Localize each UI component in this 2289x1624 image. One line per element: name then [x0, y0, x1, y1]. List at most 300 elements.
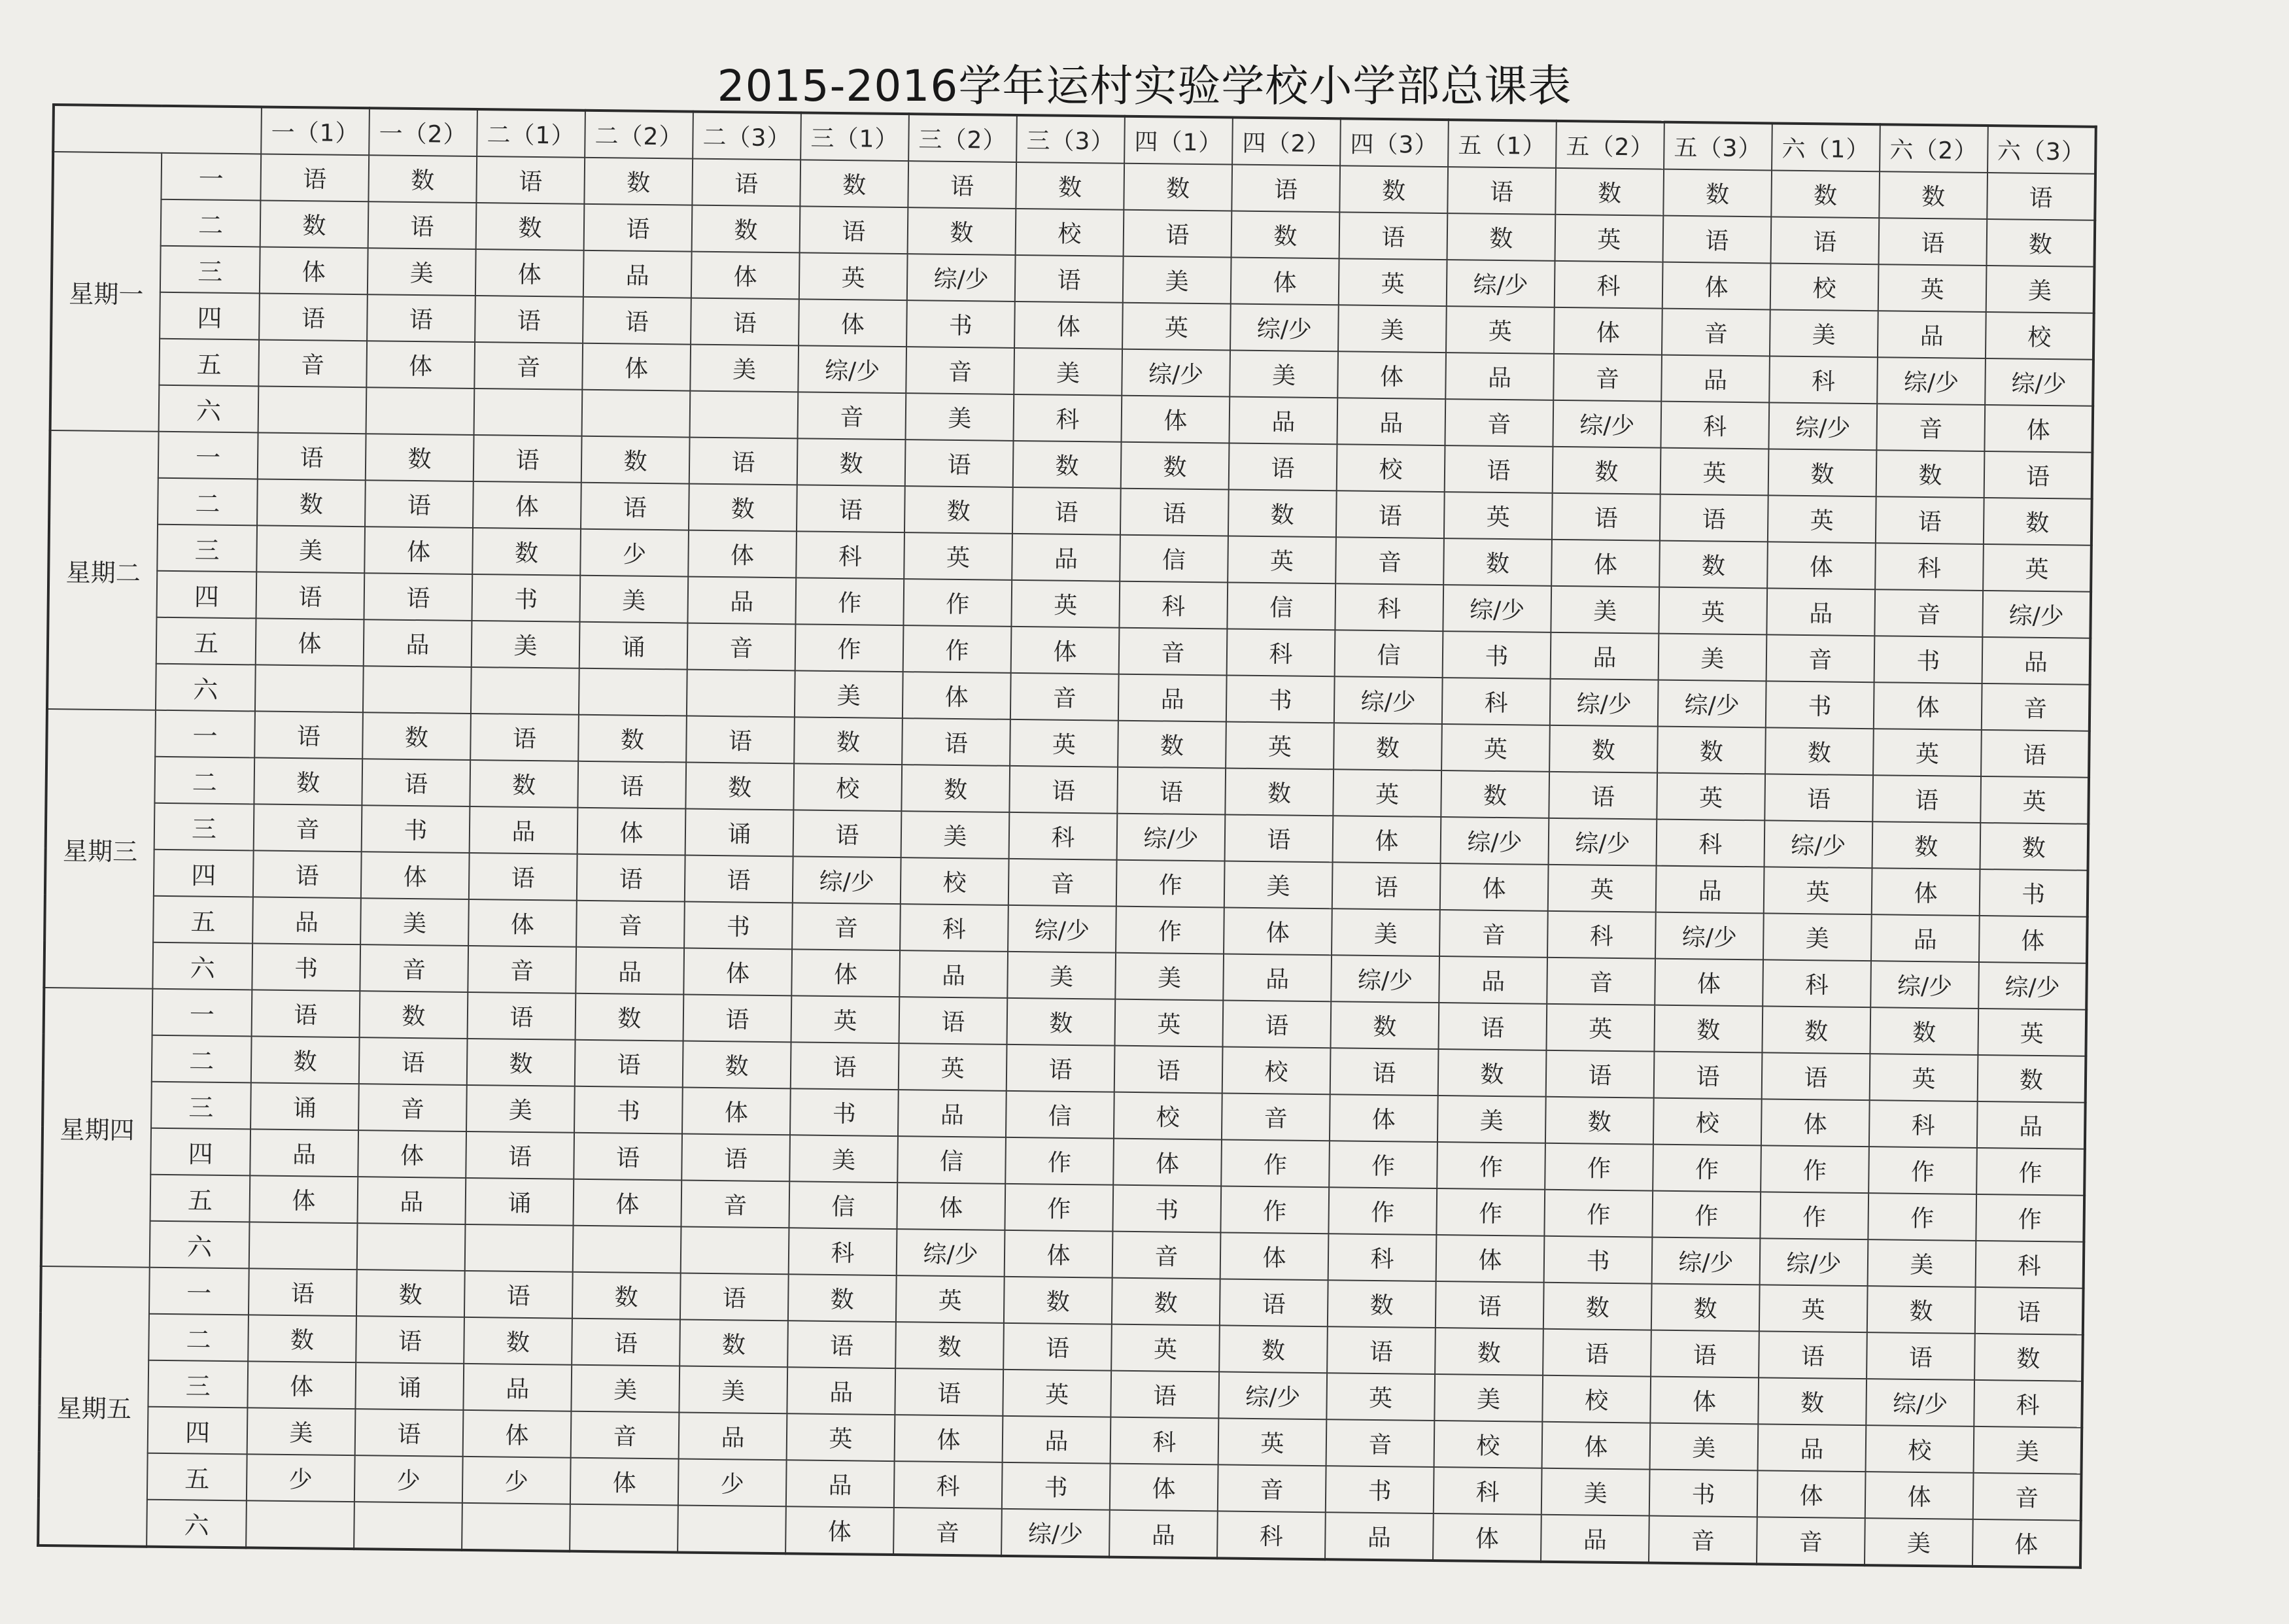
subject-cell: 音: [1553, 354, 1662, 402]
subject-cell: 科: [1217, 1511, 1326, 1559]
subject-cell: 语: [680, 1273, 789, 1321]
schedule-table: [37, 103, 2097, 1569]
subject-cell: 语: [1339, 212, 1448, 260]
subject-cell: 音: [906, 347, 1014, 394]
subject-cell: 语: [1015, 255, 1124, 303]
subject-cell: 语: [574, 1133, 682, 1181]
subject-cell: 语: [1231, 165, 1340, 213]
subject-cell: 数: [904, 486, 1013, 534]
subject-cell: 数: [1768, 449, 1877, 496]
subject-cell: 语: [1552, 493, 1661, 541]
subject-cell: [690, 391, 799, 439]
subject-cell: 诵: [685, 809, 794, 857]
subject-cell: 语: [683, 995, 792, 1043]
subject-cell: 英: [1555, 215, 1664, 262]
period-label: 五: [150, 1175, 250, 1222]
subject-cell: 科: [1547, 911, 1656, 959]
subject-cell: 作: [1116, 907, 1224, 954]
subject-cell: 数: [248, 1315, 356, 1362]
subject-cell: 品: [583, 251, 692, 298]
subject-cell: 综/少: [1985, 358, 2093, 406]
subject-cell: 校: [793, 763, 902, 811]
subject-cell: 美: [901, 811, 1010, 859]
subject-cell: 综/少: [1550, 679, 1659, 727]
subject-cell: 体: [1554, 307, 1662, 355]
subject-cell: 书: [906, 300, 1015, 348]
subject-cell: 品: [1661, 355, 1770, 403]
subject-cell: 语: [1220, 1279, 1328, 1326]
subject-cell: 少: [462, 1457, 571, 1504]
subject-cell: 体: [361, 852, 470, 899]
subject-cell: 综/少: [1655, 912, 1764, 960]
subject-cell: 语: [367, 294, 475, 342]
subject-cell: 诵: [250, 1082, 359, 1130]
subject-cell: 数: [1225, 768, 1334, 816]
subject-cell: 校: [1770, 263, 1879, 311]
subject-cell: 综/少: [793, 856, 901, 904]
subject-cell: 校: [901, 857, 1009, 905]
subject-cell: 数: [472, 528, 581, 576]
period-label: 六: [156, 664, 256, 712]
subject-cell: 音: [1649, 1516, 1757, 1564]
subject-cell: 语: [584, 204, 693, 252]
subject-cell: 作: [1868, 1193, 1976, 1241]
subject-cell: 少: [678, 1459, 787, 1506]
subject-cell: 数: [581, 436, 690, 484]
subject-cell: 数: [797, 438, 906, 486]
subject-cell: 数: [908, 207, 1016, 255]
subject-cell: 语: [1543, 1329, 1651, 1377]
subject-cell: 数: [1657, 727, 1766, 774]
subject-cell: 综/少: [1334, 676, 1443, 724]
subject-cell: 数: [692, 205, 800, 253]
subject-cell: 语: [1003, 1323, 1112, 1371]
subject-cell: 语: [475, 296, 583, 343]
day-label: 星期三: [44, 709, 156, 989]
subject-cell: 体: [1757, 1470, 1866, 1518]
subject-cell: 英: [787, 1413, 895, 1461]
subject-cell: 数: [1328, 1280, 1436, 1328]
subject-cell: [354, 1502, 462, 1550]
subject-cell: 体: [1110, 1464, 1218, 1512]
subject-cell: 美: [1659, 634, 1767, 682]
subject-cell: 音: [1439, 910, 1548, 958]
subject-cell: 品: [252, 897, 361, 944]
subject-cell: 语: [468, 992, 576, 1040]
subject-cell: 音: [1445, 399, 1553, 447]
subject-cell: 作: [1005, 1184, 1113, 1232]
subject-cell: 语: [686, 716, 795, 764]
subject-cell: 英: [1011, 580, 1120, 628]
subject-cell: 信: [789, 1181, 897, 1229]
subject-cell: 语: [908, 161, 1016, 209]
subject-cell: 音: [1973, 1473, 2082, 1521]
subject-cell: 体: [256, 618, 364, 666]
subject-cell: 语: [1117, 767, 1226, 815]
subject-cell: 音: [571, 1411, 680, 1459]
subject-cell: 数: [901, 765, 1010, 812]
subject-cell: 品: [1012, 534, 1120, 581]
subject-cell: [570, 1504, 678, 1553]
subject-cell: 语: [473, 435, 582, 483]
subject-cell: 品: [1439, 956, 1547, 1004]
subject-cell: 音: [1876, 404, 1985, 451]
subject-cell: 英: [1003, 1370, 1111, 1417]
subject-cell: 美: [1437, 1096, 1546, 1143]
period-label: 四: [157, 571, 257, 619]
subject-cell: 语: [252, 990, 360, 1037]
period-label: 一: [149, 1268, 249, 1315]
subject-cell: 信: [1120, 535, 1228, 583]
subject-cell: 综/少: [897, 1229, 1005, 1277]
subject-cell: 美: [1770, 309, 1878, 357]
subject-cell: 美: [1115, 953, 1224, 1001]
subject-cell: 品: [1003, 1416, 1111, 1464]
class-header: 六（2）: [1880, 124, 1988, 173]
subject-cell: 校: [1866, 1425, 1974, 1473]
subject-cell: 语: [249, 1268, 357, 1316]
subject-cell: 英: [1333, 769, 1441, 817]
subject-cell: 数: [366, 434, 474, 481]
subject-cell: 科: [1769, 356, 1878, 404]
class-header: 五（2）: [1556, 121, 1664, 169]
period-label: 一: [158, 432, 258, 479]
subject-cell: 语: [1984, 451, 2093, 499]
subject-cell: 数: [1984, 498, 2092, 545]
subject-cell: 体: [250, 1175, 358, 1223]
period-label: 一: [152, 989, 252, 1037]
subject-cell: 数: [1654, 1005, 1763, 1053]
subject-cell: 语: [1336, 491, 1445, 538]
subject-cell: [363, 666, 472, 714]
subject-cell: 体: [1433, 1513, 1541, 1562]
subject-cell: 品: [786, 1460, 895, 1508]
subject-cell: 美: [360, 898, 469, 946]
subject-cell: 语: [368, 201, 477, 249]
subject-cell: 体: [1224, 907, 1332, 955]
subject-cell: 英: [1768, 495, 1876, 543]
subject-cell: 作: [1868, 1147, 1977, 1194]
subject-cell: 语: [787, 1321, 896, 1368]
subject-cell: [366, 387, 475, 435]
subject-cell: 语: [1872, 775, 1981, 823]
subject-cell: 品: [470, 806, 578, 854]
subject-cell: 品: [576, 947, 684, 995]
day-label: 星期五: [38, 1266, 150, 1547]
subject-cell: 英: [1228, 536, 1336, 583]
subject-cell: 数: [1659, 541, 1768, 589]
subject-cell: 数: [1553, 447, 1661, 494]
subject-cell: 语: [470, 714, 579, 761]
subject-cell: 体: [1121, 396, 1230, 443]
subject-cell: 语: [364, 573, 472, 621]
subject-cell: 品: [1223, 954, 1332, 1001]
subject-cell: 语: [581, 483, 689, 530]
period-label: 六: [159, 385, 259, 433]
subject-cell: 科: [1763, 959, 1871, 1007]
subject-cell: 英: [1661, 448, 1769, 496]
subject-cell: 语: [1327, 1326, 1436, 1374]
subject-cell: 美: [679, 1366, 787, 1413]
period-label: 六: [152, 942, 252, 990]
subject-cell: 语: [895, 1368, 1003, 1416]
subject-cell: 音: [1547, 958, 1655, 1005]
subject-cell: 语: [691, 298, 799, 346]
period-label: 四: [150, 1128, 250, 1176]
subject-cell: 少: [247, 1454, 355, 1502]
subject-cell: 体: [791, 949, 900, 997]
subject-cell: 美: [1763, 913, 1872, 961]
subject-cell: 音: [1008, 859, 1117, 907]
subject-cell: 体: [1551, 540, 1660, 587]
subject-cell: 美: [466, 1085, 575, 1133]
subject-cell: 体: [691, 252, 800, 300]
subject-cell: 数: [1978, 1055, 2086, 1103]
subject-cell: 数: [1867, 1286, 1976, 1334]
subject-cell: 信: [1227, 582, 1335, 630]
subject-cell: 英: [799, 252, 908, 300]
subject-cell: 音: [254, 804, 362, 852]
subject-cell: 书: [362, 805, 470, 853]
subject-cell: 体: [785, 1506, 894, 1555]
subject-cell: 美: [1551, 586, 1659, 634]
period-label: 四: [154, 850, 254, 897]
subject-cell: 美: [795, 670, 903, 718]
subject-cell: 语: [1762, 1052, 1870, 1100]
subject-cell: 美: [690, 345, 799, 392]
subject-cell: 体: [1436, 1235, 1545, 1283]
subject-cell: 数: [1438, 1049, 1547, 1097]
subject-cell: 信: [1006, 1091, 1114, 1139]
subject-cell: 作: [795, 578, 904, 625]
subject-cell: 音: [1662, 309, 1770, 356]
subject-cell: 品: [1541, 1515, 1649, 1563]
subject-cell: 语: [902, 718, 1010, 766]
subject-cell: 英: [791, 995, 900, 1043]
subject-cell: 语: [1330, 1048, 1439, 1096]
subject-cell: 作: [1976, 1194, 2084, 1242]
subject-cell: 数: [578, 715, 687, 763]
subject-cell: 体: [1984, 405, 2093, 453]
subject-cell: 品: [1766, 588, 1875, 636]
subject-cell: 体: [1337, 351, 1446, 399]
subject-cell: 音: [1010, 673, 1119, 721]
subject-cell: 信: [1335, 630, 1443, 678]
subject-cell: 音: [1112, 1232, 1221, 1279]
subject-cell: 数: [1228, 489, 1337, 537]
subject-cell: 语: [256, 572, 364, 619]
subject-cell: 音: [681, 1181, 789, 1228]
subject-cell: 少: [580, 529, 689, 577]
subject-cell: [471, 667, 579, 715]
subject-cell: 体: [897, 1183, 1005, 1230]
subject-cell: 语: [1654, 1052, 1763, 1099]
subject-cell: 品: [898, 1090, 1007, 1137]
subject-cell: 作: [1652, 1191, 1761, 1239]
subject-cell: 数: [1013, 441, 1122, 489]
subject-cell: 体: [682, 1088, 791, 1135]
subject-cell: 英: [1010, 719, 1118, 767]
subject-cell: 体: [1011, 627, 1120, 674]
subject-cell: 音: [258, 339, 367, 387]
subject-cell: 音: [1119, 628, 1228, 676]
subject-cell: 校: [1986, 312, 2094, 360]
class-header: 三（1）: [800, 112, 909, 161]
subject-cell: 语: [1771, 216, 1880, 264]
period-label: 三: [157, 525, 257, 572]
subject-cell: 作: [1545, 1143, 1653, 1191]
subject-cell: 语: [797, 485, 905, 532]
subject-cell: 语: [260, 154, 369, 201]
subject-cell: 数: [1555, 168, 1664, 216]
subject-cell: 科: [1555, 261, 1663, 309]
subject-cell: 综/少: [1870, 961, 1979, 1009]
subject-cell: 体: [468, 899, 577, 947]
period-label: 三: [160, 246, 260, 294]
subject-cell: 数: [1118, 721, 1226, 769]
subject-cell: 语: [1438, 1003, 1547, 1050]
subject-cell: 语: [464, 1271, 573, 1319]
subject-cell: 体: [582, 343, 691, 391]
subject-cell: 数: [788, 1274, 897, 1322]
subject-cell: 体: [1761, 1099, 1870, 1147]
class-header: 五（1）: [1448, 120, 1557, 168]
subject-cell: 英: [1111, 1324, 1220, 1372]
subject-cell: 综/少: [1117, 814, 1226, 861]
subject-cell: [249, 1222, 358, 1270]
subject-cell: 书: [1980, 869, 2088, 917]
subject-cell: 数: [1016, 162, 1124, 210]
subject-cell: 科: [1335, 583, 1443, 631]
subject-cell: 数: [362, 712, 471, 760]
subject-cell: 校: [1016, 209, 1124, 256]
subject-cell: 校: [1222, 1046, 1331, 1094]
subject-cell: 体: [364, 527, 473, 574]
subject-cell: 英: [1548, 865, 1657, 912]
subject-cell: 语: [1222, 1000, 1331, 1048]
subject-cell: 数: [356, 1270, 465, 1317]
subject-cell: 语: [800, 206, 908, 254]
subject-cell: 音: [1766, 634, 1875, 682]
class-header: 三（3）: [1016, 115, 1125, 164]
subject-cell: 数: [470, 760, 578, 808]
subject-cell: 数: [1765, 727, 1874, 775]
subject-cell: 书: [472, 574, 580, 622]
subject-cell: 综/少: [1230, 304, 1339, 352]
subject-cell: 体: [1872, 868, 1980, 916]
subject-cell: 综/少: [1447, 260, 1555, 307]
subject-cell: 综/少: [907, 254, 1016, 302]
subject-cell: 科: [1869, 1100, 1978, 1148]
subject-cell: 体: [1220, 1232, 1329, 1280]
subject-cell: 综/少: [1122, 349, 1230, 397]
subject-cell: 综/少: [1982, 591, 2091, 638]
subject-cell: 书: [1766, 681, 1874, 729]
subject-cell: 书: [574, 1086, 683, 1134]
subject-cell: 美: [1338, 305, 1447, 353]
class-header: 一（1）: [261, 107, 370, 155]
subject-cell: 体: [1330, 1094, 1438, 1142]
subject-cell: 语: [1987, 173, 2095, 220]
day-label: 星期二: [47, 430, 159, 710]
subject-cell: 书: [1649, 1470, 1758, 1517]
subject-cell: 体: [247, 1361, 356, 1409]
subject-cell: 品: [1551, 632, 1659, 680]
subject-cell: 美: [1007, 952, 1116, 999]
subject-cell: 体: [1650, 1377, 1759, 1425]
subject-cell: 科: [1110, 1417, 1219, 1465]
subject-cell: 数: [1447, 213, 1556, 261]
subject-cell: 品: [1878, 311, 1986, 358]
subject-cell: 语: [254, 711, 363, 759]
period-label: 四: [148, 1407, 248, 1455]
subject-cell: 综/少: [1768, 402, 1877, 450]
subject-cell: 数: [1339, 165, 1448, 213]
subject-cell: 品: [1109, 1510, 1218, 1559]
subject-cell: [678, 1505, 786, 1553]
subject-cell: 体: [1655, 959, 1763, 1007]
subject-cell: 数: [476, 203, 585, 251]
subject-cell: 语: [1975, 1287, 2084, 1335]
subject-cell: 音: [468, 946, 576, 993]
subject-cell: 英: [1980, 776, 2089, 824]
subject-cell: 语: [253, 850, 362, 898]
period-label: 五: [159, 339, 259, 387]
subject-cell: 英: [904, 532, 1012, 580]
subject-cell: [573, 1226, 681, 1273]
subject-cell: 英: [1441, 724, 1550, 772]
subject-cell: 数: [1441, 770, 1549, 818]
subject-cell: 品: [679, 1412, 787, 1460]
subject-cell: 科: [1434, 1467, 1542, 1515]
subject-cell: 数: [685, 763, 794, 810]
subject-cell: 英: [1983, 544, 2091, 592]
subject-cell: 品: [1758, 1424, 1867, 1472]
subject-cell: 英: [1339, 258, 1447, 306]
subject-cell: 语: [577, 854, 685, 902]
subject-cell: 语: [1009, 766, 1118, 814]
subject-cell: 体: [1865, 1472, 1974, 1519]
subject-cell: 数: [1549, 725, 1658, 773]
subject-cell: 数: [368, 155, 477, 203]
subject-cell: 数: [1879, 171, 1988, 219]
page-title: 2015-2016学年运村实验学校小学部总课表: [717, 61, 1572, 111]
subject-cell: 音: [1218, 1464, 1326, 1512]
subject-cell: 数: [1112, 1278, 1220, 1326]
class-header: 四（3）: [1340, 118, 1449, 167]
subject-cell: 数: [1231, 211, 1340, 259]
subject-cell: 科: [1661, 402, 1769, 449]
subject-cell: 数: [1762, 1006, 1870, 1054]
subject-cell: 数: [800, 160, 908, 207]
subject-cell: 体: [1979, 916, 2088, 963]
subject-cell: 英: [1764, 867, 1872, 914]
subject-cell: 语: [791, 1042, 899, 1090]
subject-cell: 作: [1653, 1145, 1761, 1192]
subject-cell: 语: [258, 432, 366, 480]
subject-cell: 品: [1871, 914, 1980, 962]
subject-cell: 体: [260, 247, 368, 294]
subject-cell: 综/少: [1441, 817, 1549, 865]
subject-cell: 语: [1764, 774, 1873, 821]
subject-cell: 数: [572, 1272, 681, 1320]
subject-cell: 音: [1326, 1419, 1435, 1467]
subject-cell: [258, 386, 367, 434]
subject-cell: 作: [1329, 1141, 1437, 1188]
subject-cell: 美: [1332, 908, 1440, 956]
subject-cell: 品: [463, 1364, 572, 1411]
subject-cell: 数: [1219, 1325, 1328, 1373]
